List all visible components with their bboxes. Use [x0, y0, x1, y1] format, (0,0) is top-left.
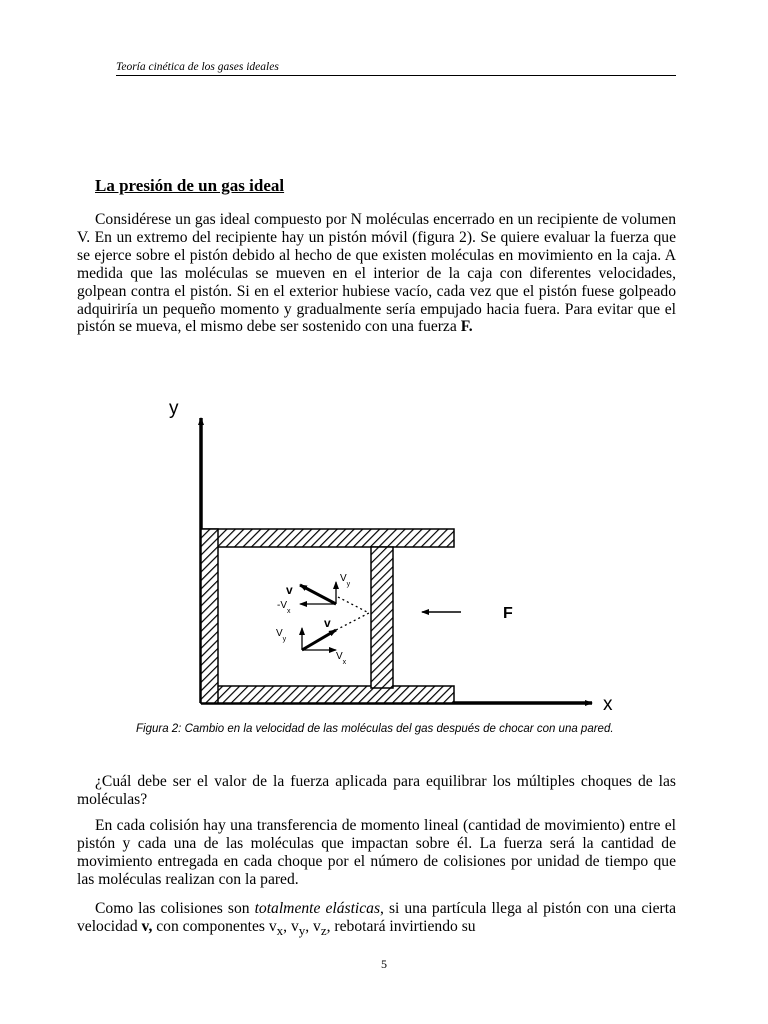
incoming-vy-label: [276, 628, 287, 643]
p4-sub-z: z: [320, 923, 327, 939]
outgoing-vy-base: V: [340, 573, 347, 584]
p4-emphasis: totalmente elásticas: [254, 900, 381, 917]
running-header: Teoría cinética de los gases ideales: [116, 61, 676, 76]
incoming-v-label: v: [324, 616, 331, 630]
paragraph-momentum-text: En cada colisión hay una transferencia de momento lineal (cantidad de movimiento) entre el pistón y cada una de las moléculas que impactan sobre él. La fuerza será la cantidad de movimiento entregada en cada choque por el número de colisiones por unidad de tiempo que las moléculas realizan con la pared.: [77, 817, 676, 888]
paragraph-question-text: ¿Cuál debe ser el valor de la fuerza aplicada para equilibrar los múltiples choques de las moléculas?: [77, 773, 676, 808]
incoming-vy-sub: y: [282, 636, 287, 643]
p4-part-d: , v: [283, 917, 299, 935]
outgoing-vy-label: [340, 573, 351, 588]
incoming-vx-label: [336, 651, 347, 666]
incoming-vx-base: V: [336, 651, 343, 662]
inner-chamber: [218, 547, 371, 686]
paragraph-intro-text: Considérese un gas ideal compuesto por N moléculas encerrado en un recipiente de volumen V. En un extremo del recipiente hay un pistón móvil (figura 2). Se quiere evaluar la fuerza que se ejerce sobre el pistón debido al hecho de que existen moléculas en movimiento en la caja. A medida que las moléculas se mueven en el interior de la caja con diferentes velocidades, golpean contra el pistón. Si en el exterior hubiese vacío, cada vez que el pistón fuese golpeado adquiriría un pequeño momento y gradualmente sería empujado hacia fuera. Para evitar que el pistón se mueva, el mismo debe ser sostenido con una fuerza: [77, 211, 676, 336]
outgoing-v-label: v: [286, 583, 293, 597]
neg-vx-sub: x: [287, 608, 291, 615]
incoming-vy-base: V: [276, 628, 283, 639]
incoming-vx-sub: x: [342, 659, 347, 666]
page-number: 5: [381, 957, 387, 971]
p4-part-e: , v: [305, 917, 321, 935]
x-axis-label: x: [603, 694, 613, 715]
p4-part-c: con componentes v: [152, 917, 277, 935]
neg-vx-label: [277, 600, 291, 615]
p4-velocity-symbol: v,: [141, 917, 153, 935]
outgoing-velocity-arrow: [300, 585, 336, 604]
left-wall: [201, 529, 218, 703]
paragraph-question: [77, 773, 676, 809]
p4-part-f: , rebotará invirtiendo su: [326, 917, 476, 935]
neg-vx-base: -V: [277, 600, 287, 611]
p4-part-a: Como las colisiones son: [95, 900, 255, 917]
p4-sub-x: x: [276, 923, 284, 939]
figure-caption: Figura 2: Cambio en la velocidad de las moléculas del gas después de chocar con una pared.: [136, 723, 614, 735]
paragraph-collisions: [77, 900, 676, 940]
piston: [371, 547, 393, 688]
y-axis-label: y: [169, 398, 179, 419]
trajectory-dotted: [336, 596, 369, 630]
outgoing-vy-sub: y: [346, 581, 351, 588]
p4-sub-y: y: [298, 923, 306, 939]
paragraph-momentum: [77, 817, 676, 889]
force-symbol: F.: [460, 318, 473, 336]
incoming-velocity-arrow: [302, 630, 336, 650]
bottom-wall: [201, 686, 454, 703]
p4-part-b: , si una partícula llega al pistón con una cierta velocidad: [77, 900, 676, 935]
force-label: F: [503, 605, 513, 622]
top-wall: [201, 529, 454, 547]
section-title: La presión de un gas ideal: [95, 176, 285, 195]
